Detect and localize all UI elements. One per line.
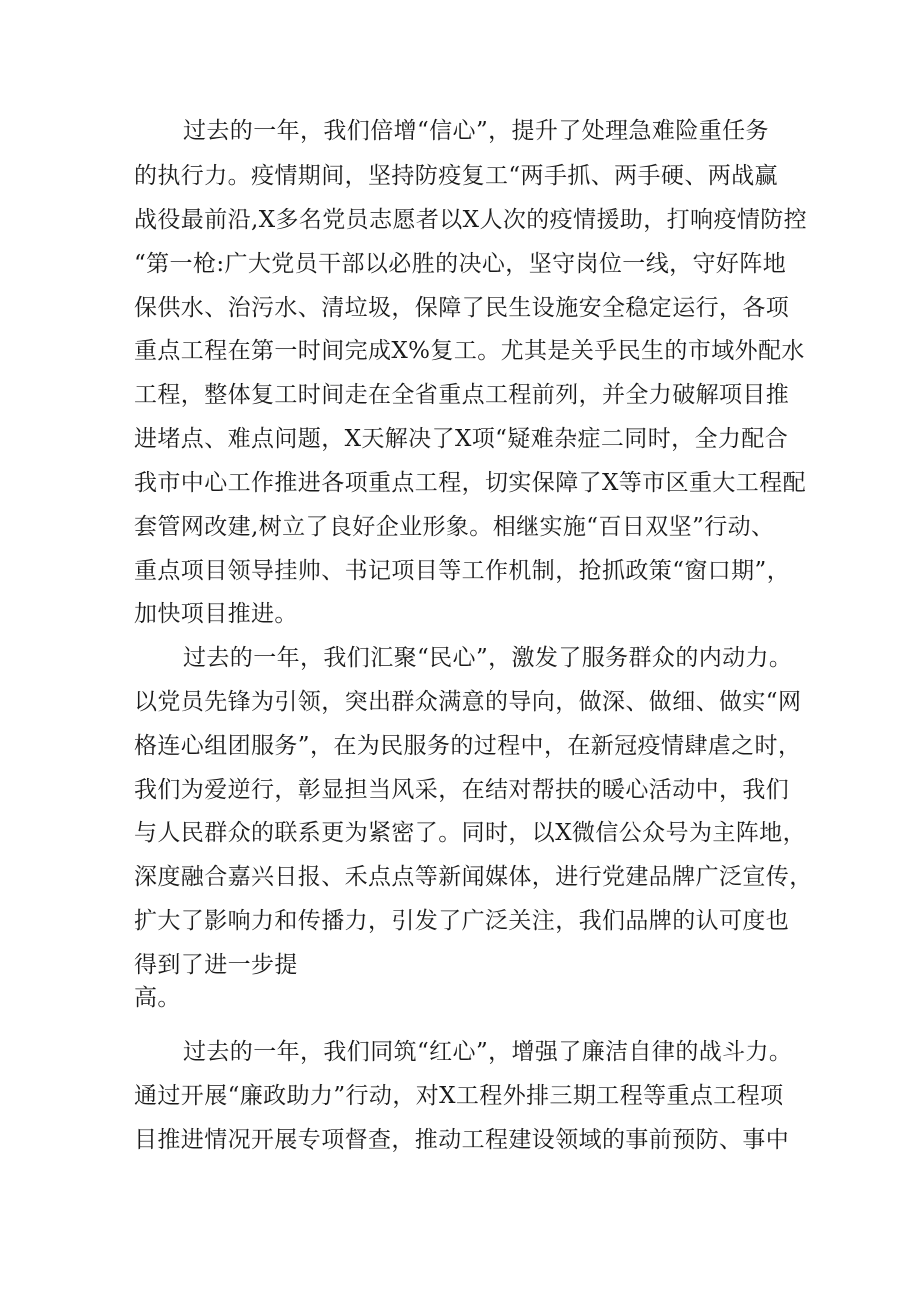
paragraph-line: 重点工程在第一时间完成X%复工。尤其是关乎民生的市域外配水 xyxy=(134,338,805,364)
paragraph-line: 过去的一年，我们同筑“红心”，增强了廉洁自律的战斗力。 xyxy=(183,1039,793,1065)
paragraph-line: 得到了进一步提 xyxy=(134,952,298,978)
paragraph-line: 的执行力。疫情期间，坚持防疫复工“两手抓、两手硬、两战赢 xyxy=(134,163,778,189)
paragraph-line: 目推进情况开展专项督查，推动工程建设领域的事前预防、事中 xyxy=(134,1127,790,1153)
paragraph-line: 进堵点、难点问题，X天解决了X项“疑难杂症二同时，全力配合 xyxy=(134,426,789,452)
paragraph-line: 过去的一年，我们汇聚“民心”，激发了服务群众的内动力。 xyxy=(183,645,793,671)
paragraph-line: 通过开展“廉政助力”行动，对X工程外排三期工程等重点工程项 xyxy=(134,1083,784,1109)
paragraph-line: 高。 xyxy=(134,985,181,1011)
paragraph-line: 加快项目推进。 xyxy=(134,601,298,627)
paragraph-line: 战役最前沿,X多名党员志愿者以X人次的疫情援助，打响疫情防控 xyxy=(134,207,808,233)
paragraph-line: 与人民群众的联系更为紧密了。同时，以X微信公众号为主阵地， xyxy=(134,820,806,846)
paragraph-line: 重点项目领导挂帅、书记项目等工作机制，抢抓政策“窗口期”， xyxy=(134,558,791,584)
paragraph-line: 我市中心工作推进各项重点工程，切实保障了X等市区重大工程配 xyxy=(134,470,806,496)
paragraph-line: 过去的一年，我们倍增“信心”，提升了处理急难险重任务 xyxy=(183,118,769,144)
paragraph-line: 深度融合嘉兴日报、禾点点等新闻媒体，进行党建品牌广泛宣传， xyxy=(134,864,813,890)
paragraph-line: 扩大了影响力和传播力，引发了广泛关注，我们品牌的认可度也 xyxy=(134,908,790,934)
paragraph-line: 以党员先锋为引领，突出群众满意的导向，做深、做细、做实“网 xyxy=(134,689,802,715)
paragraph-line: 格连心组团服务”，在为民服务的过程中，在新冠疫情肆虐之时， xyxy=(134,733,802,759)
paragraph-line: 套管网改建,树立了良好企业形象。相继实施“百日双坚”行动、 xyxy=(134,514,775,540)
paragraph-line: 保供水、治污水、清垃圾，保障了民生设施安全稳定运行，各项 xyxy=(134,295,790,321)
paragraph-line: 工程，整体复工时间走在全省重点工程前列，并全力破解项目推 xyxy=(134,382,790,408)
paragraph-line: “第一枪:广大党员干部以必胜的决心，坚守岗位一线，守好阵地 xyxy=(134,251,787,277)
paragraph-line: 我们为爱逆行，彰显担当风采，在结对帮扶的暖心活动中，我们 xyxy=(134,777,790,803)
